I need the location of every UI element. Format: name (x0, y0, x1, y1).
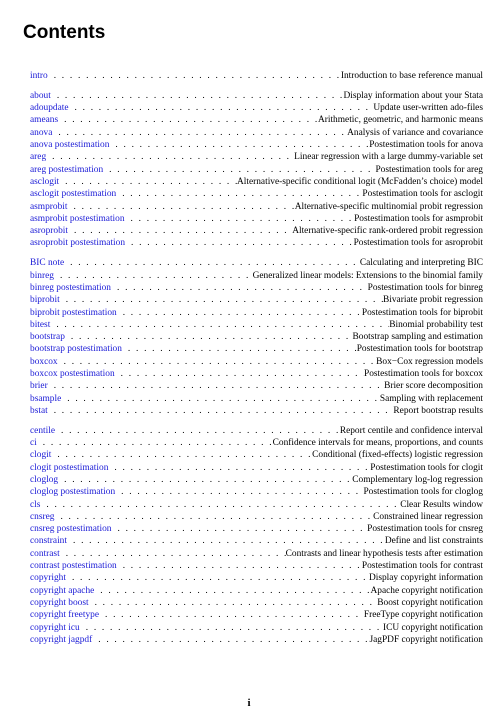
toc-entry (30, 597, 483, 609)
toc-entry-description: Postestimation tools for asroprobit (353, 238, 483, 249)
toc-group (30, 425, 483, 646)
toc-entry-link[interactable]: boxcox (30, 356, 58, 367)
toc-entry-link[interactable]: asclogit postestimation (30, 189, 117, 200)
dot-leader (37, 437, 273, 449)
toc-entry-description: Postestimation tools for biprobit (361, 307, 483, 318)
dot-leader (60, 548, 286, 560)
toc-entry (30, 560, 483, 572)
toc-entry-link[interactable]: cloglog (30, 474, 59, 485)
page-number: i (247, 697, 251, 709)
dot-leader (111, 282, 368, 294)
toc-entry-link[interactable]: asclogit (30, 176, 60, 187)
dot-leader (109, 139, 369, 151)
toc-entry (30, 437, 483, 449)
toc-entry (30, 499, 483, 511)
toc-entry-description: Postestimation tools for clogit (370, 462, 483, 473)
toc-entry-description: FreeType copyright notification (363, 610, 483, 621)
toc-entry (30, 425, 483, 437)
toc-entry-description: Report bootstrap results (393, 405, 483, 416)
toc-entry (30, 139, 483, 151)
toc-entry (30, 356, 483, 368)
toc-entry-description: ICU copyright notification (383, 622, 483, 633)
toc-entry-link[interactable]: areg postestimation (30, 164, 104, 175)
toc-entry-link[interactable]: binreg (30, 270, 54, 281)
toc-entry-link[interactable]: areg (30, 152, 47, 163)
toc-entry-description: Binomial probability test (389, 319, 483, 330)
dot-leader (55, 425, 340, 437)
toc-entry-link[interactable]: contrast postestimation (30, 561, 117, 572)
toc-entry (30, 548, 483, 560)
toc-entry-link[interactable]: copyright boost (30, 597, 89, 608)
toc-entry (30, 307, 483, 319)
toc-entry (30, 585, 483, 597)
toc-entry (30, 405, 483, 417)
dot-leader (68, 225, 292, 237)
dot-leader (40, 499, 400, 511)
toc-entry-link[interactable]: clogit postestimation (30, 462, 109, 473)
toc-entry-description: Postestimation tools for anova (369, 140, 483, 151)
toc-entry-description: Postestimation tools for asmprobit (354, 213, 483, 224)
toc-entry-description: Display information about your Stata (343, 90, 483, 101)
dot-leader (115, 368, 364, 380)
toc-entry (30, 474, 483, 486)
toc-entry-description: Introduction to base reference manual (340, 71, 483, 81)
toc-entry-link[interactable]: anova postestimation (30, 140, 110, 151)
toc-entry (30, 188, 483, 200)
toc-entry-link[interactable]: brier (30, 381, 48, 392)
toc-entry-description: Alternative-specific conditional logit (McFadden’s choice) model (236, 176, 483, 187)
dot-leader (108, 462, 370, 474)
dot-leader (48, 380, 384, 392)
toc-entry (30, 393, 483, 405)
toc-entry-description: Display copyright information (368, 573, 483, 584)
toc-entry-link[interactable]: copyright jagpdf (30, 634, 93, 645)
toc-entry-link[interactable]: anova (30, 127, 53, 138)
toc-entry-description: Postestimation tools for cloglog (363, 487, 483, 498)
toc-entry (30, 634, 483, 646)
toc-entry-description: Postestimation tools for areg (375, 164, 483, 175)
toc-entry-description: Postestimation tools for contrast (361, 561, 483, 572)
toc-entry-description: Brier score decomposition (384, 381, 483, 392)
toc-entry (30, 331, 483, 343)
toc-entry-link[interactable]: asmprobit (30, 201, 68, 212)
toc-entry-description: Postestimation tools for asclogit (362, 189, 483, 200)
toc-group (30, 70, 483, 82)
dot-leader (122, 343, 357, 355)
toc-entry-description: Box−Cox regression models (376, 356, 483, 367)
dot-leader (60, 294, 383, 306)
toc-entry (30, 609, 483, 621)
toc-group (30, 257, 483, 417)
dot-leader (99, 609, 364, 621)
toc-entry (30, 462, 483, 474)
toc-entry-description: Calculating and interpreting BIC (359, 258, 483, 269)
toc-entry (30, 114, 483, 126)
dot-leader (80, 622, 383, 634)
toc-entry-link[interactable]: binreg postestimation (30, 282, 111, 293)
toc-entry (30, 102, 483, 114)
toc-entry-link[interactable]: adoupdate (30, 103, 69, 114)
toc-entry (30, 523, 483, 535)
dot-leader (48, 70, 341, 82)
toc-entry-description: Analysis of variance and covariance (347, 127, 483, 138)
toc-entry (30, 70, 483, 82)
toc-entry-description: Clear Results window (400, 499, 483, 510)
toc-entry-description: Confidence intervals for means, proportions, and counts (272, 438, 483, 449)
dot-leader (125, 213, 355, 225)
dot-leader (54, 511, 373, 523)
toc-entry-description: Apache copyright notification (370, 585, 483, 596)
toc-entry-description: Boost copyright notification (377, 597, 483, 608)
toc-entry-description: Sampling with replacement (379, 393, 483, 404)
dot-leader (46, 151, 294, 163)
toc-entry-link[interactable]: intro (30, 71, 48, 81)
toc-entry-description: Define and list constraints (384, 536, 483, 547)
toc-entry-description: Constrained linear regression (373, 511, 483, 522)
dot-leader (59, 176, 237, 188)
toc-entry (30, 201, 483, 213)
dot-leader (112, 523, 368, 535)
toc-entry (30, 622, 483, 634)
toc-entry-description: Alternative-specific multinomial probit regression (294, 201, 483, 212)
toc-entry (30, 151, 483, 163)
toc-entry-description: Alternative-specific rank-ordered probit regression (292, 226, 483, 237)
dot-leader (92, 634, 369, 646)
dot-leader (117, 560, 362, 572)
dot-leader (58, 356, 377, 368)
toc-entry (30, 225, 483, 237)
dot-leader (125, 237, 354, 249)
toc-entry-link[interactable]: ci (30, 438, 37, 449)
dot-leader (58, 474, 352, 486)
toc-entry (30, 511, 483, 523)
toc-entry (30, 319, 483, 331)
toc-entry-description: Postestimation tools for cnsreg (367, 524, 483, 535)
toc-entry (30, 213, 483, 225)
toc-entry-link[interactable]: copyright (30, 573, 66, 584)
toc-entry (30, 282, 483, 294)
toc-entry-link[interactable]: asroprobit (30, 226, 69, 237)
table-of-contents (30, 70, 483, 654)
dot-leader (51, 449, 312, 461)
toc-entry-description: Update user-written ado-files (373, 103, 483, 114)
toc-entry-link[interactable]: centile (30, 425, 55, 436)
toc-entry-link[interactable]: cnsreg (30, 511, 55, 522)
toc-entry-link[interactable]: copyright apache (30, 585, 95, 596)
dot-leader (50, 319, 389, 331)
toc-entry-link[interactable]: biprobit (30, 295, 60, 306)
toc-entry-link[interactable]: cls (30, 499, 41, 510)
toc-entry-description: Conditional (fixed-effects) logistic regression (312, 450, 483, 461)
toc-entry-description: Bivariate probit regression (383, 295, 483, 306)
dot-leader (51, 90, 344, 102)
toc-entry-description: JagPDF copyright notification (369, 634, 483, 645)
toc-entry-description: Bootstrap sampling and estimation (352, 332, 483, 343)
toc-entry (30, 294, 483, 306)
toc-entry-description: Generalized linear models: Extensions to the binomial family (252, 270, 483, 281)
dot-leader (115, 486, 363, 498)
toc-entry-description: Postestimation tools for binreg (367, 282, 483, 293)
toc-entry-link[interactable]: contrast (30, 548, 60, 559)
toc-entry-description: Contrasts and linear hypothesis tests after estimation (285, 548, 483, 559)
toc-entry (30, 164, 483, 176)
toc-entry-link[interactable]: copyright icu (30, 622, 80, 633)
toc-entry-description: Linear regression with a large dummy-variable set (294, 152, 483, 163)
toc-entry-link[interactable]: constraint (30, 536, 67, 547)
dot-leader (68, 201, 295, 213)
toc-entry-link[interactable]: bootstrap postestimation (30, 344, 122, 355)
toc-entry-link[interactable]: cnsreg postestimation (30, 524, 112, 535)
toc-entry (30, 90, 483, 102)
dot-leader (65, 331, 353, 343)
toc-entry-link[interactable]: BIC note (30, 258, 65, 269)
toc-entry (30, 343, 483, 355)
dot-leader (94, 585, 370, 597)
toc-entry (30, 270, 483, 282)
toc-entry-description: Postestimation tools for bootstrap (356, 344, 483, 355)
dot-leader (67, 535, 385, 547)
dot-leader (52, 127, 347, 139)
toc-entry-link[interactable]: copyright freetype (30, 610, 99, 621)
dot-leader (66, 572, 369, 584)
toc-entry-link[interactable]: bootstrap (30, 332, 65, 343)
toc-entry-description: Report centile and confidence interval (339, 425, 483, 436)
toc-entry (30, 127, 483, 139)
toc-entry-link[interactable]: bsample (30, 393, 62, 404)
dot-leader (58, 114, 318, 126)
toc-entry (30, 368, 483, 380)
toc-entry (30, 176, 483, 188)
toc-entry-link[interactable]: biprobit postestimation (30, 307, 117, 318)
toc-entry (30, 237, 483, 249)
toc-group (30, 90, 483, 250)
dot-leader (117, 307, 362, 319)
toc-entry (30, 535, 483, 547)
toc-entry-link[interactable]: ameans (30, 115, 59, 126)
toc-entry (30, 486, 483, 498)
toc-entry-description: Complementary log-log regression (352, 474, 483, 485)
toc-entry-link[interactable]: cloglog postestimation (30, 487, 116, 498)
toc-entry-link[interactable]: boxcox postestimation (30, 369, 115, 380)
toc-entry (30, 572, 483, 584)
toc-entry-link[interactable]: asmprobit postestimation (30, 213, 125, 224)
toc-entry-link[interactable]: clogit (30, 450, 52, 461)
dot-leader (116, 188, 362, 200)
page-title: Contents (23, 22, 106, 43)
toc-entry-link[interactable]: about (30, 90, 51, 101)
dot-leader (64, 257, 360, 269)
toc-entry-description: Postestimation tools for boxcox (363, 369, 483, 380)
dot-leader (89, 597, 378, 609)
dot-leader (69, 102, 374, 114)
toc-entry (30, 449, 483, 461)
dot-leader (54, 270, 253, 282)
toc-entry (30, 380, 483, 392)
toc-entry (30, 257, 483, 269)
toc-entry-link[interactable]: asroprobit postestimation (30, 238, 126, 249)
dot-leader (103, 164, 375, 176)
dot-leader (61, 393, 380, 405)
dot-leader (48, 405, 394, 417)
toc-entry-link[interactable]: bstat (30, 405, 48, 416)
toc-entry-description: Arithmetic, geometric, and harmonic means (317, 115, 483, 126)
toc-entry-link[interactable]: bitest (30, 319, 51, 330)
